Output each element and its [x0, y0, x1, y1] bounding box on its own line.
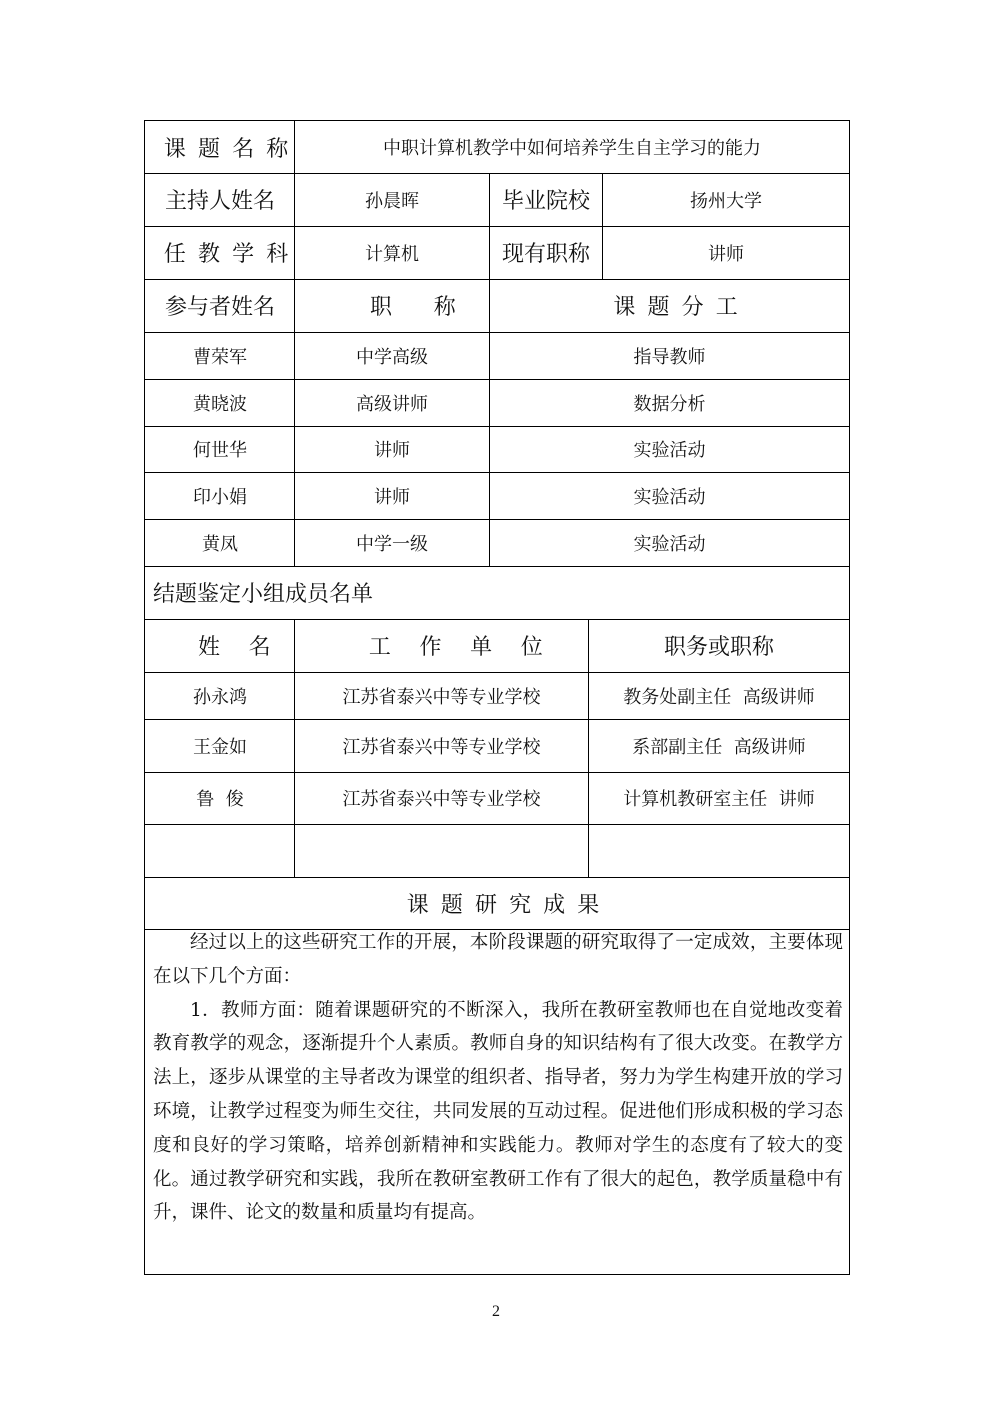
panel-member-unit: 江苏省泰兴中等专业学校 [342, 789, 541, 810]
panel-unit-header: 工作单位 [368, 635, 572, 660]
participant-title: 中学一级 [356, 533, 428, 555]
results-paragraph: 1．教师方面：随着课题研究的不断深入，我所在教研室教师也在自觉地改变着教育教学的观念，逐渐提升个人素质。教师自身的知识结构有了很大改变。在教学方法上，逐步从课堂的主导者改为课堂的组织者、指导者，努力为学生构建开放的学习环境，让教学过程变为师生交往，共同发展的互动过程。促进他们形成积极的学习态度和良好的学习策略，培养创新精神和实践能力。教师对学生的态度有了较大的变化。通过教学研究和实践，我所在教研室教研工作有了很大的起色，教学质量稳中有升，课件、论文的数量和质量均有提高。 [153, 999, 843, 1224]
subject-label: 任教学科 [163, 242, 301, 267]
panel-member-unit: 江苏省泰兴中等专业学校 [342, 686, 541, 708]
results-heading: 课题研究成果 [406, 892, 612, 918]
topic-label: 课题名称 [163, 136, 301, 162]
participant-division: 数据分析 [633, 393, 706, 415]
panel-member-name: 鲁 俊 [196, 789, 244, 810]
panel-member-name: 孙永鸿 [193, 686, 247, 708]
subject-value: 计算机 [365, 243, 419, 265]
topic-value: 中职计算机教学中如何培养学生自主学习的能力 [383, 138, 761, 159]
panel-member-unit: 江苏省泰兴中等专业学校 [342, 736, 541, 758]
panel-member-position: 计算机教研室主任 讲师 [623, 789, 815, 810]
participant-division-header: 课题分工 [613, 295, 750, 320]
participant-title: 讲师 [374, 440, 410, 461]
panel-member-unit [295, 824, 588, 877]
panel-name-header: 姓名 [197, 635, 300, 660]
title-label: 现有职称 [501, 242, 590, 267]
panel-heading: 结题鉴定小组成员名单 [153, 582, 374, 607]
participant-title: 中学高级 [356, 346, 428, 368]
participant-name: 何世华 [193, 440, 247, 461]
page-number: 2 [492, 1303, 500, 1320]
participant-title: 高级讲师 [356, 393, 428, 415]
panel-member-position [589, 824, 849, 877]
participant-name-header: 参与者姓名 [164, 295, 275, 320]
participant-division: 实验活动 [633, 486, 706, 508]
participant-division: 指导教师 [633, 346, 706, 368]
panel-member-position: 系部副主任 高级讲师 [632, 736, 806, 758]
participant-title: 讲师 [374, 486, 410, 508]
host-value: 孙晨晖 [365, 190, 419, 212]
panel-member-name [145, 824, 295, 877]
results-body [153, 926, 843, 1230]
title-value: 讲师 [708, 243, 744, 265]
panel-member-name: 王金如 [193, 736, 247, 758]
project-form-table [144, 120, 850, 1275]
host-label: 主持人姓名 [164, 189, 275, 214]
school-value: 扬州大学 [690, 190, 762, 212]
panel-member-position: 教务处副主任 高级讲师 [623, 686, 815, 708]
participant-title-header: 职称 [369, 295, 498, 320]
participant-division: 实验活动 [633, 440, 706, 461]
participant-division: 实验活动 [633, 533, 706, 555]
participant-name: 黄晓波 [193, 393, 247, 415]
school-label: 毕业院校 [501, 189, 590, 214]
participant-name: 黄凤 [202, 533, 238, 555]
participant-name: 印小娟 [193, 486, 247, 508]
panel-position-header: 职务或职称 [663, 635, 774, 660]
participant-name: 曹荣军 [193, 346, 247, 368]
results-paragraph: 经过以上的这些研究工作的开展，本阶段课题的研究取得了一定成效，主要体现在以下几个方面： [153, 932, 843, 987]
